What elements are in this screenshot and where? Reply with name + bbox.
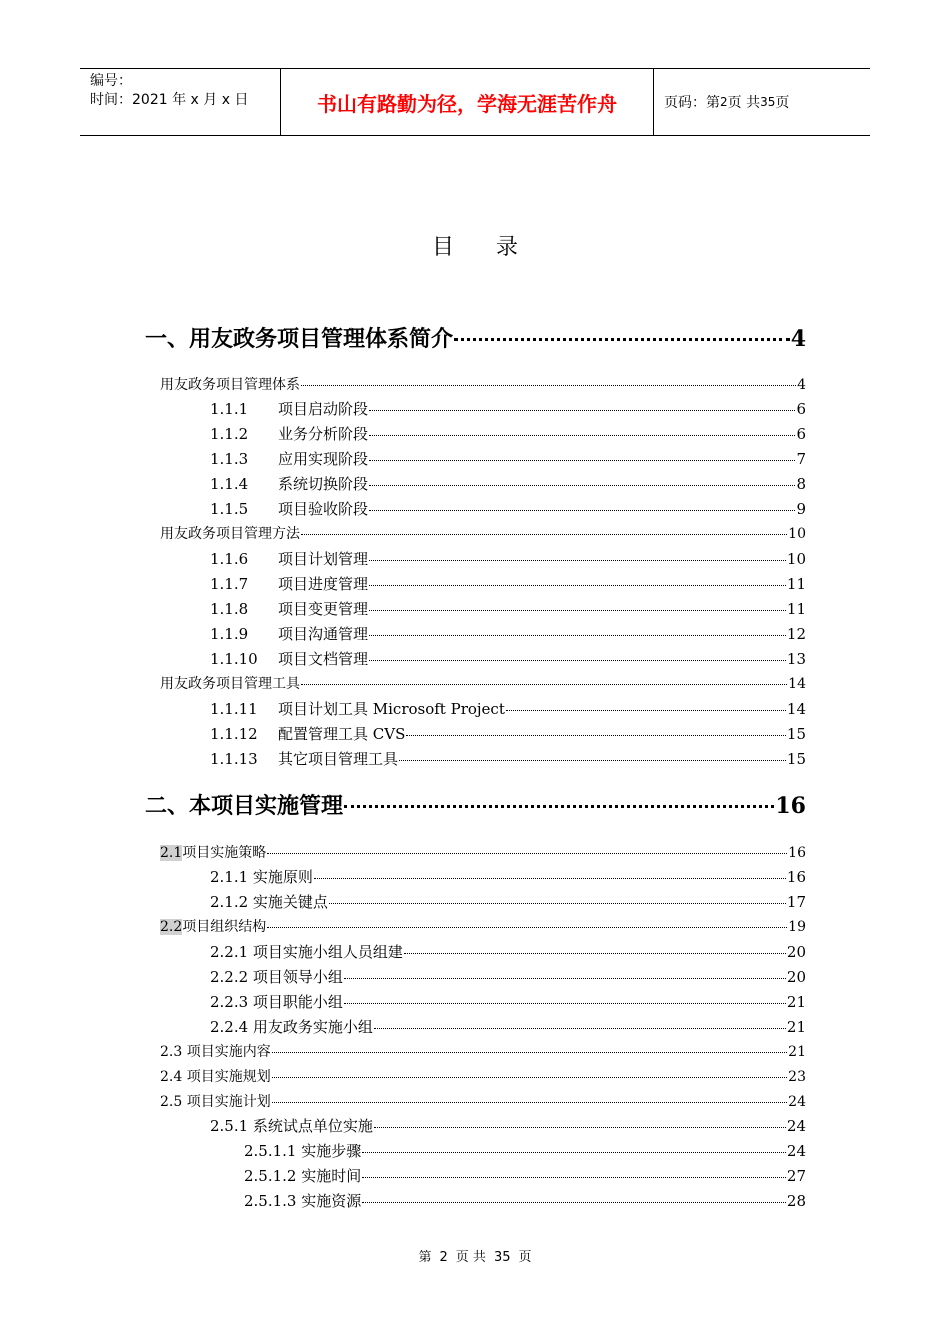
toc-entry-title: 应用实现阶段 [278,450,369,468]
toc-entry-page: 24 [788,1094,806,1110]
toc-entry[interactable] [210,598,806,619]
toc-entry[interactable] [210,573,806,594]
toc-entry-page: 15 [786,725,806,743]
toc-entry-title: 项目沟通管理 [278,625,369,643]
toc-entry-page: 12 [786,625,806,643]
header-motto: 书山有路勤为径，学海无涯苦作舟 [281,69,654,135]
toc-entry-title: 2.2.4 用友政务实施小组 [210,1018,373,1036]
toc-entry-page: 11 [786,575,806,593]
toc-entry[interactable] [210,991,806,1012]
toc-entry-number: 1.1.7 [210,575,249,593]
toc-entry-number: 1.1.10 [210,650,258,668]
toc-entry-page: 8 [796,475,806,493]
toc-entry[interactable] [210,448,806,469]
toc-entry-title: 2.2.3 项目职能小组 [210,993,343,1011]
toc-entry-title: 项目实施策略 [182,845,267,861]
footer-page: 2 [439,1250,448,1265]
toc-entry-number: 2.1 [160,845,183,861]
toc-entry[interactable] [244,1165,806,1186]
time-label: 时间：2021 年 x 月 x 日 [90,92,249,108]
toc-entry-title: 项目计划工具 Microsoft Project [278,700,505,718]
toc-entry-page: 16 [775,793,806,819]
toc-entry-title: 2.5 项目实施计划 [160,1094,271,1110]
toc-entry-title: 一、用友政务项目管理体系简介 [145,326,454,352]
toc-entry[interactable] [210,473,806,494]
toc-entry-number: 1.1.9 [210,625,249,643]
toc-entry-title: 用友政务项目管理工具 [160,676,300,692]
toc-entry-page: 24 [786,1117,806,1135]
toc-entry-page: 14 [786,700,806,718]
toc-entry[interactable] [244,1140,806,1161]
toc-entry-title: 项目变更管理 [278,600,369,618]
toc-entry-page: 17 [786,893,806,911]
toc-entry-number: 1.1.12 [210,725,258,743]
toc-entry[interactable] [210,423,806,444]
header-meta [80,69,281,135]
toc-entry[interactable] [145,322,806,353]
toc-entry-title: 2.1.2 实施关键点 [210,893,328,911]
toc-entry-title: 项目计划管理 [278,550,369,568]
toc-entry[interactable] [160,916,806,936]
toc-entry[interactable] [210,1115,806,1136]
toc-entry-page: 7 [796,450,806,468]
toc-entry[interactable] [210,698,806,719]
toc-entry-number: 1.1.11 [210,700,258,718]
toc-entry-title: 项目验收阶段 [278,500,369,518]
toc-entry[interactable] [210,1016,806,1037]
toc-entry-page: 9 [796,500,806,518]
toc-entry-page: 19 [788,919,806,935]
toc-entry[interactable] [210,748,806,769]
toc-entry[interactable] [160,673,806,693]
toc-entry-page: 15 [786,750,806,768]
toc-entry[interactable] [160,842,806,862]
toc-entry[interactable] [210,723,806,744]
toc-entry-page: 21 [788,1044,806,1060]
toc-entry-page: 6 [796,425,806,443]
toc-entry-title: 2.2.1 项目实施小组人员组建 [210,943,403,961]
toc-entry-title: 项目进度管理 [278,575,369,593]
toc-entry-title: 用友政务项目管理方法 [160,526,300,542]
toc-entry[interactable] [210,398,806,419]
toc-entry-page: 10 [788,526,806,542]
page-mid: 页 共 [727,95,761,111]
footer-mid: 页 共 [455,1250,486,1265]
toc-entry-page: 21 [786,993,806,1011]
footer-prefix: 第 [418,1250,432,1265]
toc-entry-number: 1.1.6 [210,550,249,568]
toc-entry-page: 16 [788,845,806,861]
toc-entry-title: 业务分析阶段 [278,425,369,443]
toc-entry-page: 20 [786,943,806,961]
toc-entry[interactable] [210,648,806,669]
page-number: 2 [720,95,728,109]
toc-entry-title: 项目文档管理 [278,650,369,668]
toc-entry-page: 4 [797,377,806,393]
toc-entry-title: 项目启动阶段 [278,400,369,418]
toc-entry[interactable] [210,498,806,519]
toc-entry-title: 2.5.1 系统试点单位实施 [210,1117,373,1135]
toc-entry-number: 1.1.1 [210,400,249,418]
toc-entry-title: 2.4 项目实施规划 [160,1069,271,1085]
toc-entry[interactable] [210,623,806,644]
toc-entry-title: 配置管理工具 CVS [278,725,406,743]
toc-entry-page: 16 [786,868,806,886]
toc-entry[interactable] [160,1091,806,1111]
toc-entry-title: 系统切换阶段 [278,475,369,493]
toc-entry[interactable] [160,1066,806,1086]
toc-entry-page: 28 [786,1192,806,1210]
page-suffix: 页 [775,95,790,111]
toc-entry-page: 14 [788,676,806,692]
toc-entry[interactable] [210,966,806,987]
footer-total: 35 [493,1250,511,1265]
toc-entry-title: 二、本项目实施管理 [145,793,344,819]
toc-entry[interactable] [210,548,806,569]
number-label: 编号： [90,73,132,89]
toc-entry-title: 2.5.1.2 实施时间 [244,1167,362,1185]
toc-entry-number: 1.1.8 [210,600,249,618]
page-prefix: 页码：第 [664,95,720,111]
toc-entry-number: 1.1.4 [210,475,249,493]
toc-entry-number: 2.2 [160,919,183,935]
toc-entry-page: 20 [786,968,806,986]
page-header [80,68,870,136]
toc-entry-number: 1.1.13 [210,750,258,768]
toc-entry-page: 13 [786,650,806,668]
toc-entry-page: 27 [786,1167,806,1185]
toc-entry-number: 1.1.5 [210,500,249,518]
header-page-info [654,69,870,135]
toc-entry-page: 11 [786,600,806,618]
toc-entry-page: 6 [796,400,806,418]
toc-entry-title: 2.5.1.1 实施步骤 [244,1142,362,1160]
toc-entry-page: 4 [790,326,806,352]
toc-entry[interactable] [160,1041,806,1061]
toc-entry-page: 23 [788,1069,806,1085]
toc-entry-number: 1.1.3 [210,450,249,468]
toc-entry[interactable] [210,866,806,887]
footer-suffix: 页 [518,1250,532,1265]
toc-entry-page: 24 [786,1142,806,1160]
toc-entry[interactable] [160,523,806,543]
toc-entry-number: 1.1.2 [210,425,249,443]
toc-entry[interactable] [210,891,806,912]
toc-entry-title: 项目组织结构 [182,919,267,935]
toc-entry-title: 2.5.1.3 实施资源 [244,1192,362,1210]
toc-title: 目录 [431,235,560,260]
toc-entry-title: 2.3 项目实施内容 [160,1044,271,1060]
toc-entry-title: 2.1.1 实施原则 [210,868,313,886]
toc-entry-title: 2.2.2 项目领导小组 [210,968,343,986]
page-footer [0,1246,950,1265]
toc-entry-page: 10 [786,550,806,568]
toc-entry-title: 用友政务项目管理体系 [160,377,300,393]
toc-entry-page: 21 [786,1018,806,1036]
toc-entry[interactable] [244,1190,806,1211]
toc-entry[interactable] [160,374,806,394]
toc-entry-title: 其它项目管理工具 [278,750,399,768]
toc-entry[interactable] [210,941,806,962]
toc-entry[interactable] [145,789,806,820]
total-pages: 35 [760,95,776,109]
